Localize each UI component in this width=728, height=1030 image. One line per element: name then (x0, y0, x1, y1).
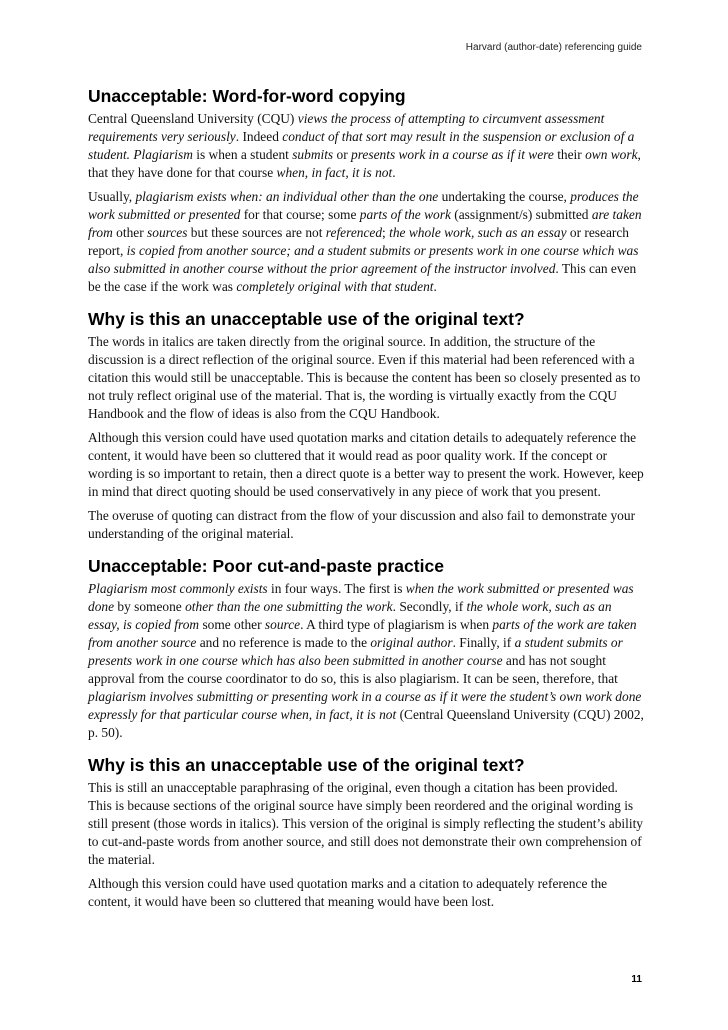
section-cut-and-paste (88, 556, 644, 742)
text-run: (assignment/s) submitted (450, 207, 592, 222)
italic-text-run: are taken from (88, 207, 642, 240)
text-run: some other (199, 617, 265, 632)
section-why-unacceptable-1 (88, 309, 644, 543)
paragraph (88, 875, 644, 911)
paragraph (88, 779, 644, 869)
italic-text-run: a student submits or presents work in one course which has also been submitted in another course (88, 635, 623, 668)
italic-text-run: conduct of that sort may result in the suspension or exclusion of a student. Plagiarism (88, 129, 635, 162)
text-run: their (553, 147, 586, 162)
text-run: . Finally, if (452, 635, 515, 650)
text-run: Although this version could have used quotation marks and citation details to adequately reference the content, it would have been so cluttered that it would read as poor quality work. If the concept or wording is so important to retain, then a direct quote is a better way to present the work. However, keep in mind that direct quoting should be used conservatively in any piece of work that you present. (88, 430, 644, 499)
section-heading: Why is this an unacceptable use of the original text? (88, 309, 525, 329)
paragraph (88, 580, 644, 742)
text-run: . Indeed (235, 129, 283, 144)
text-run: Usually, (88, 189, 136, 204)
paragraph (88, 188, 644, 296)
italic-text-run: submits (292, 147, 334, 162)
paragraph (88, 110, 644, 182)
text-run: or (333, 147, 352, 162)
italic-text-run: presents work in a course as if it were (351, 147, 554, 162)
text-run: Central Queensland University (CQU) (88, 111, 298, 126)
section-heading: Why is this an unacceptable use of the original text? (88, 755, 525, 775)
text-run: undertaking the course, (438, 189, 571, 204)
italic-text-run: parts of the work (359, 207, 451, 222)
page-number: 11 (631, 974, 642, 985)
text-run: ; (382, 225, 390, 240)
text-run: is when a student (192, 147, 293, 162)
italic-text-run: source (264, 617, 301, 632)
italic-text-run: is copied from another source; and a student submits or presents work in one course which was also submitted in another course without the prior agreement of the instructor involved (88, 243, 639, 276)
italic-text-run: plagiarism exists when: an individual other than the one (135, 189, 439, 204)
text-run: and no reference is made to the (196, 635, 371, 650)
text-run: . Secondly, if (392, 599, 467, 614)
italic-text-run: Plagiarism most commonly exists (88, 581, 268, 596)
italic-text-run: produces the work submitted or presented (88, 189, 639, 222)
italic-text-run: when the work submitted or presented was done (88, 581, 634, 614)
italic-text-run: original author (370, 635, 453, 650)
italic-text-run: sources (147, 225, 188, 240)
text-run: for that course; some (240, 207, 360, 222)
paragraph (88, 507, 644, 543)
italic-text-run: referenced (325, 225, 383, 240)
italic-text-run: other than the one submitting the work (185, 599, 393, 614)
page-content (88, 86, 644, 924)
italic-text-run: completely original with that student (236, 279, 434, 294)
paragraph (88, 333, 644, 423)
text-run: The words in italics are taken directly from the original source. In addition, the structure of the discussion is a direct reflection of the original source. Even if this material had been referenced with a citation this would still be unacceptable. This is because the content has been so closely presented as to not truly reflect original use of the material. That is, the wording is virtually exactly from the CQU Handbook and the flow of ideas is also from the CQU Handbook. (88, 334, 641, 421)
text-run: The overuse of quoting can distract from the flow of your discussion and also fail to demonstrate your understanding of the original material. (88, 508, 636, 541)
running-head: Harvard (author-date) referencing guide (465, 42, 642, 53)
text-run: (Central Queensland University (CQU) 2002, p. 50). (88, 707, 644, 740)
text-run: other (112, 225, 148, 240)
italic-text-run: when, in fact, it is not (276, 165, 393, 180)
text-run: . This can even be the case if the work was (88, 261, 637, 294)
italic-text-run: the whole work, such as an essay (389, 225, 567, 240)
section-word-for-word (88, 86, 644, 296)
text-run: and has not sought approval from the course coordinator to do so, this is also plagiarism. It can be seen, therefore, that (88, 653, 618, 686)
text-run: but these sources are not (187, 225, 326, 240)
text-run: . A third type of plagiarism is when (300, 617, 493, 632)
italic-text-run: parts of the work are taken from another source (88, 617, 637, 650)
text-run: . (392, 165, 396, 180)
text-run: . (433, 279, 437, 294)
text-run: by someone (114, 599, 186, 614)
section-heading: Unacceptable: Word-for-word copying (88, 86, 406, 106)
paragraph (88, 429, 644, 501)
italic-text-run: plagiarism involves submitting or presenting work in a course as if it were the student’s own work done expressly for that particular course when, in fact, it is not (88, 689, 642, 722)
text-run: or research report, (88, 225, 629, 258)
text-run: Although this version could have used quotation marks and a citation to adequately reference the content, it would have been so cluttered that meaning would have been lost. (88, 876, 608, 909)
text-run: This is still an unacceptable paraphrasing of the original, even though a citation has been provided. This is because sections of the original source have simply been reordered and the original wording is still present (those words in italics). This version of the original is simply reflecting the student’s ability to cut-and-paste words from another source, and still does not demonstrate their own comprehension of the material. (88, 780, 644, 867)
text-run: in four ways. The first is (267, 581, 406, 596)
section-heading: Unacceptable: Poor cut-and-paste practice (88, 556, 444, 576)
italic-text-run: views the process of attempting to circumvent assessment requirements very seriously (88, 111, 605, 144)
italic-text-run: own work (585, 147, 638, 162)
italic-text-run: the whole work, such as an essay, is copied from (88, 599, 612, 632)
text-run: , that they have done for that course (88, 147, 641, 180)
section-why-unacceptable-2 (88, 755, 644, 911)
